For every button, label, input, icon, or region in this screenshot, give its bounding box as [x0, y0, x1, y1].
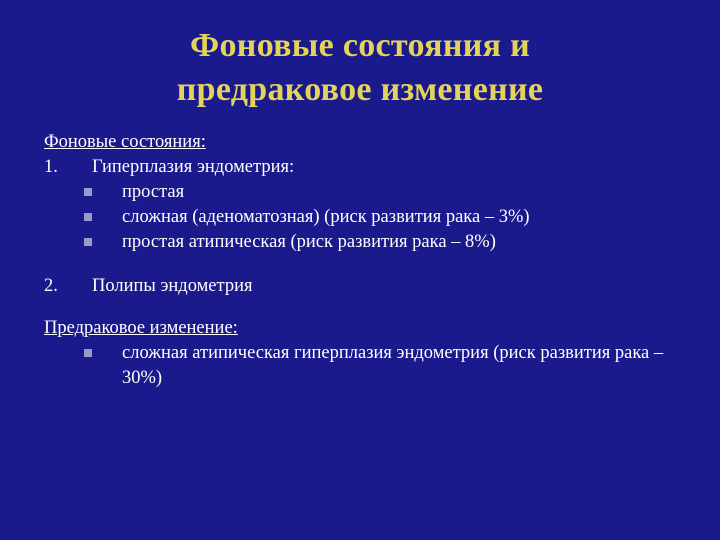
bullet-item [44, 205, 694, 230]
item-number: 1. [44, 157, 58, 177]
bullet-item [44, 230, 694, 255]
bullet-item [44, 180, 694, 205]
item-number: 2. [44, 276, 58, 296]
square-bullet-icon [82, 341, 122, 391]
bullet-text: простая атипическая (риск развития рака – 8%) [122, 232, 496, 252]
precancer-heading: Предраковое изменение: [44, 318, 238, 338]
bullet-text: сложная атипическая гиперплазия эндометрия (риск развития рака – 30%) [122, 343, 664, 388]
background-heading: Фоновые состояния: [44, 132, 206, 152]
square-bullet-icon [82, 180, 122, 205]
bullet-item [44, 341, 694, 391]
slide-body [44, 130, 694, 391]
title-line-1: Фоновые состояния и [190, 27, 530, 64]
item-label: Полипы эндометрия [92, 276, 253, 296]
item-label: Гиперплазия эндометрия: [92, 157, 295, 177]
title-line-2: предраковое изменение [176, 71, 544, 108]
square-bullet-icon [82, 205, 122, 230]
list-item-hyperplasia [44, 155, 694, 180]
slide-title [60, 24, 660, 112]
bullet-text: сложная (аденоматозная) (риск развития рака – 3%) [122, 207, 530, 227]
square-bullet-icon [82, 230, 122, 255]
bullet-text: простая [122, 182, 185, 202]
list-item-polyps [44, 274, 694, 299]
